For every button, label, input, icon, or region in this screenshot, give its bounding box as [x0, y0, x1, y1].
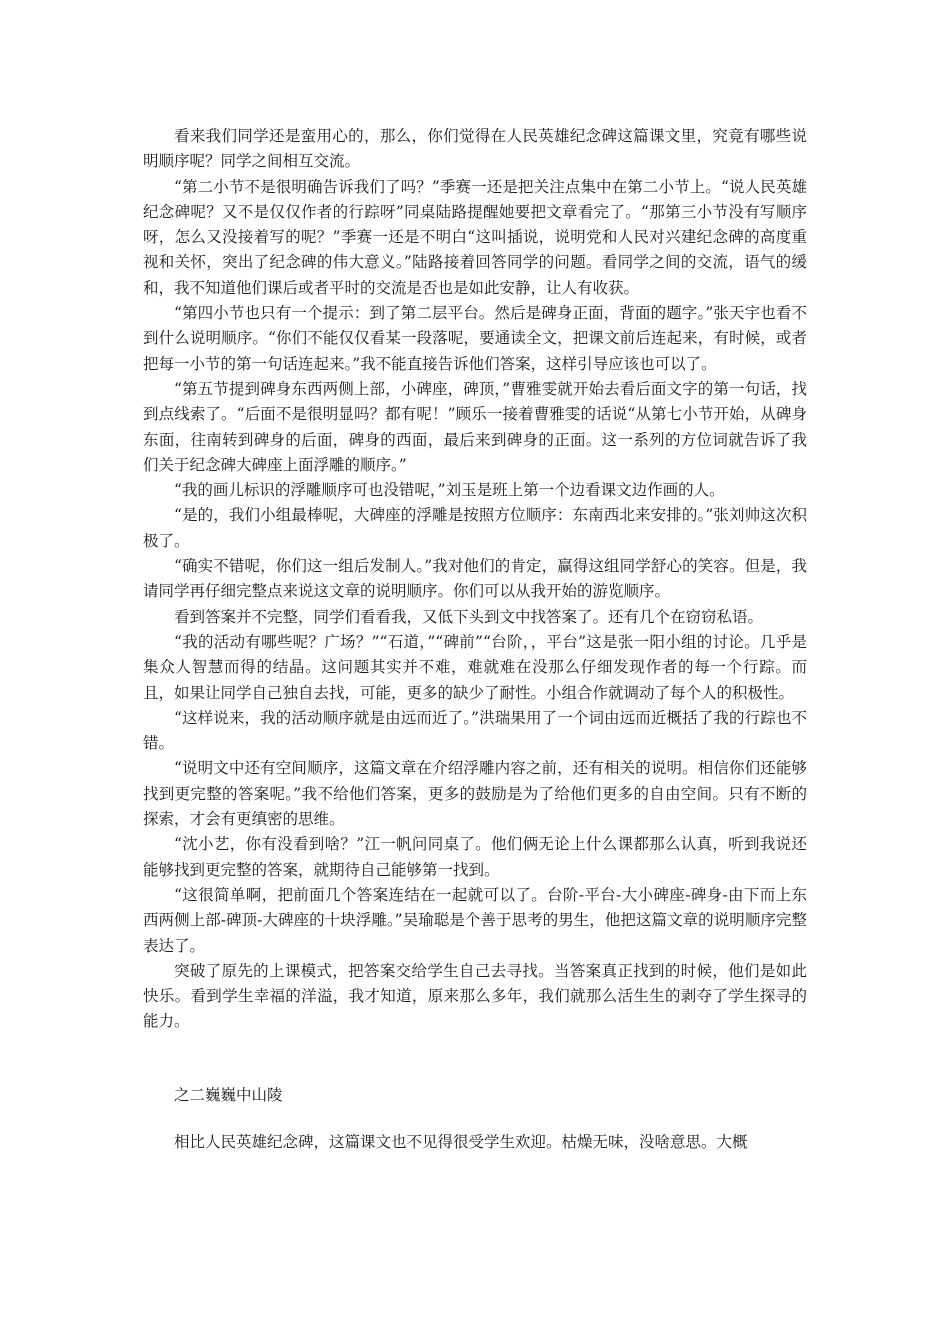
paragraph-5: “我的画儿标识的浮雕顺序可也没错呢，”刘玉是班上第一个边看课文边作画的人。: [174, 481, 725, 500]
paragraph-1: 看来我们同学还是蛮用心的，那么，你们觉得在人民英雄纪念碑这篇课文里，究竟有哪些说明顺序呢？同学之间相互交流。: [143, 127, 807, 171]
section-title: 之二巍巍中山陵: [174, 1085, 283, 1104]
paragraph-3: “第四小节也只有一个提示：到了第二层平台。然后是碑身正面，背面的题字。”张天宇也看不到什么说明顺序。“你们不能仅仅看某一段落呢，要通读全文，把课文前后连起来，有时候，或者把每一小节的第一句话连起来。”我不能直接告诉他们答案，这样引导应该也可以了。: [143, 304, 807, 373]
paragraph-6: “是的，我们小组最棒呢，大碑座的浮雕是按照方位顺序：东南西北来安排的。”张刘帅这次积极了。: [143, 506, 807, 550]
paragraph-13: “这很简单啊，把前面几个答案连结在一起就可以了。台阶-平台-大小碑座-碑身-由下而上东西两侧上部-碑顶-大碑座的十块浮雕。”吴瑜聪是个善于思考的男生，他把这篇文章的说明顺序完整表达了。: [143, 885, 807, 955]
paragraph-11: “说明文中还有空间顺序，这篇文章在介绍浮雕内容之前，还有相关的说明。相信你们还能够找到更完整的答案呢。”我不给他们答案，更多的鼓励是为了给他们更多的自由空间。只有不断的探索，才会有更缜密的思维。: [143, 759, 807, 829]
paragraph-14: 突破了原先的上课模式，把答案交给学生自己去寻找。当答案真正找到的时候，他们是如此快乐。看到学生幸福的洋溢，我才知道，原来那么多年，我们就那么活生生的剥夺了学生探寻的能力。: [143, 961, 807, 1031]
paragraph-9: “我的活动有哪些呢？广场？”“石道，”“碑前”“台阶，，平台”这是张一阳小组的讨论。几乎是集众人智慧而得的结晶。这问题其实并不难，难就难在没那么仔细发现作者的每一个行踪。而且，如果让同学自己独自去找，可能，更多的缺少了耐性。小组合作就调动了每个人的积极性。: [143, 632, 807, 702]
paragraph-7: “确实不错呢，你们这一组后发制人。”我对他们的肯定，赢得这组同学舒心的笑容。但是，我请同学再仔细完整点来说这文章的说明顺序。你们可以从我开始的游览顺序。: [143, 557, 807, 601]
paragraph-8: 看到答案并不完整，同学们看看我，又低下头到文中找答案了。还有几个在窃窃私语。: [174, 607, 764, 626]
paragraph-final: 相比人民英雄纪念碑，这篇课文也不见得很受学生欢迎。枯燥无味，没啥意思。大概: [174, 1132, 748, 1151]
paragraph-4: “第五节提到碑身东西两侧上部，小碑座，碑顶，”曹雅雯就开始去看后面文字的第一句话，找到点线索了。“后面不是很明显吗？都有呢！”顾乐一接着曹雅雯的话说“从第七小节开始，从碑身东面，往南转到碑身的后面，碑身的西面，最后来到碑身的正面。这一系列的方位词就告诉了我们关于纪念碑大碑座上面浮雕的顺序。”: [143, 379, 807, 474]
paragraph-2: “第二小节不是很明确告诉我们了吗？”季赛一还是把关注点集中在第二小节上。“说人民英雄纪念碑呢？又不是仅仅作者的行踪呀”同桌陆路提醒她要把文章看完了。“那第三小节没有写顺序呀，怎么又没接着写的呢？”季赛一还是不明白“这叫插说，说明党和人民对兴建纪念碑的高度重视和关怀，突出了纪念碑的伟大意义。”陆路接着回答同学的问题。看同学之间的交流，语气的缓和，我不知道他们课后或者平时的交流是否也是如此安静，让人有收获。: [143, 177, 807, 297]
document-body: [143, 124, 807, 1155]
paragraph-10: “这样说来，我的活动顺序就是由远而近了。”洪瑞果用了一个词由远而近概括了我的行踪也不错。: [143, 708, 807, 753]
paragraph-12: “沈小艺，你有没看到啥？”江一帆问同桌了。他们俩无论上什么课都那么认真，听到我说还能够找到更完整的答案，就期待自己能够第一找到。: [143, 835, 807, 879]
